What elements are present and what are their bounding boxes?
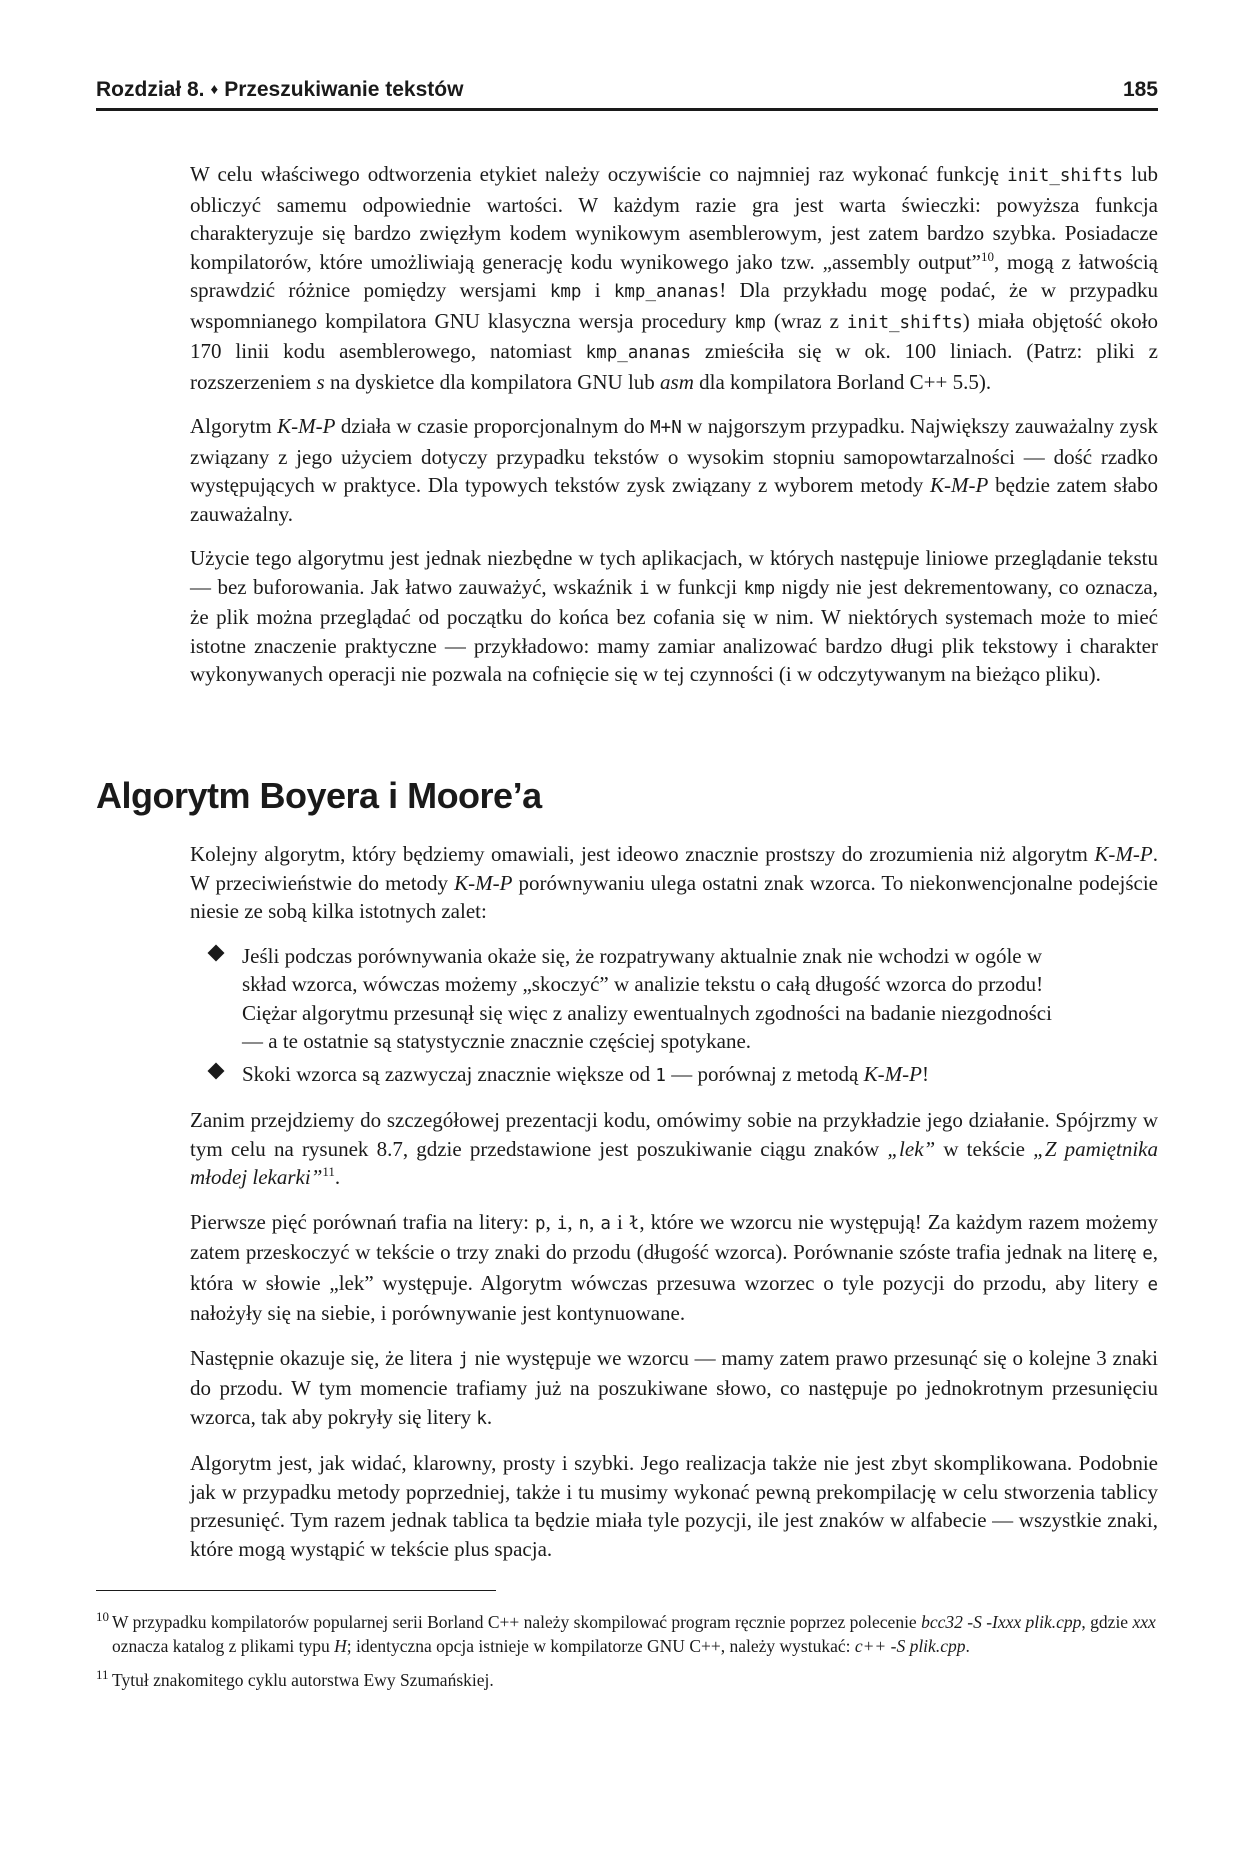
code-inline: e bbox=[1147, 1274, 1158, 1295]
text: Następnie okazuje się, że litera bbox=[190, 1345, 459, 1370]
text: w tekście bbox=[935, 1136, 1034, 1161]
body-text-bottom bbox=[190, 840, 1158, 1579]
text: , bbox=[545, 1209, 557, 1234]
italic-text: K-M-P bbox=[277, 414, 336, 438]
code-inline: ł bbox=[628, 1213, 640, 1234]
text: Skoki wzorca są zazwyczaj znacznie większe od bbox=[242, 1061, 656, 1086]
code-inline: kmp bbox=[734, 312, 766, 333]
text: i bbox=[581, 278, 614, 302]
text: , bbox=[567, 1209, 579, 1234]
italic-text: K-M-P bbox=[1094, 842, 1153, 866]
code-inline: i bbox=[556, 1213, 568, 1234]
text: i bbox=[610, 1209, 629, 1234]
code-inline: e bbox=[1142, 1244, 1153, 1264]
paragraph-7 bbox=[190, 1344, 1158, 1434]
text: lub obliczyć samemu odpowiednie wartości. W każdym razie gra jest warta świeczki: powyższa funkcja charakteryzuje się bardzo zwięzłym kodem wynikowym asemblerowym, jest zatem bardzo szybka. Posiadacze kompilatorów, które umożliwiają generację kodu wynikowego jako tzw. „assembly output” bbox=[190, 162, 1158, 274]
text: — porównaj z metodą bbox=[665, 1061, 864, 1086]
text: oznacza katalog z plikami typu bbox=[112, 1636, 335, 1656]
text: Zanim przejdziemy do szczegółowej prezentacji kodu, omówimy sobie na przykładzie jego działanie. Spójrzmy w tym celu na rysunek 8.7, gdzie przedstawione jest poszukiwanie ciągu znaków bbox=[190, 1108, 1158, 1161]
running-head bbox=[96, 78, 463, 102]
paragraph-3 bbox=[190, 544, 1158, 689]
text: na dyskietce dla kompilatora GNU lub bbox=[324, 369, 661, 394]
code-inline: j bbox=[458, 1349, 469, 1370]
text: dla kompilatora Borland C++ 5.5). bbox=[693, 369, 992, 394]
text: . bbox=[965, 1636, 970, 1656]
text: , mogą z łatwością sprawdzić różnice pomiędzy wersjami bbox=[190, 249, 1158, 302]
text: Kolejny algorytm, który będziemy omawiali, jest ideowo znacznie prostszy do zrozumienia niż algorytm bbox=[190, 842, 1095, 866]
footnote-number: 11 bbox=[96, 1667, 109, 1682]
paragraph-2 bbox=[190, 412, 1158, 528]
footnote-rule bbox=[96, 1590, 496, 1591]
paragraph-6 bbox=[190, 1208, 1158, 1328]
section-heading: Algorytm Boyera i Moore’a bbox=[96, 775, 542, 816]
code-inline: p bbox=[535, 1213, 546, 1234]
body-text-top bbox=[190, 160, 1158, 705]
bullet-list bbox=[190, 942, 1158, 1091]
chapter-number: Rozdział 8. bbox=[96, 78, 205, 101]
code-inline: kmp_ananas bbox=[613, 282, 720, 302]
text: Algorytm jest, jak widać, klarowny, prosty i szybki. Jego realizacja także nie jest zbyt skomplikowana. Podobnie jak w przypadku metody poprzedniej, także i tu musimy wykonać pewną prekompilację w celu stworzenia tablicy przesunięć. Tym razem jednak tablica ta będzie miała tyle pozycji, ile jest znaków w alfabecie — wszystkie znaki, które mogą wystąpić w tekście plus spacja. bbox=[190, 1451, 1158, 1561]
italic-text: xxx bbox=[1132, 1612, 1156, 1632]
diamond-icon: ♦ bbox=[210, 81, 219, 98]
footnote-ref-10[interactable]: 10 bbox=[980, 248, 994, 264]
text: W celu właściwego odtworzenia etykiet należy oczywiście co najmniej raz wykonać funkcję bbox=[190, 162, 1008, 186]
footnote-number: 10 bbox=[96, 1609, 109, 1624]
italic-text: s bbox=[316, 369, 325, 394]
italic-text: H bbox=[334, 1636, 347, 1656]
italic-text: asm bbox=[660, 369, 694, 394]
text: W przypadku kompilatorów popularnej serii Borland C++ należy skompilować program ręcznie poprzez polecenie bbox=[112, 1612, 922, 1632]
code-inline: k bbox=[476, 1408, 487, 1429]
code-inline: n bbox=[578, 1213, 590, 1234]
text: ! bbox=[921, 1061, 929, 1086]
text: . W przeciwieństwie do metody bbox=[190, 842, 1158, 895]
italic-text: K-M-P bbox=[863, 1061, 922, 1086]
text: , które we wzorcu nie występują! Za każdym razem możemy zatem przeskoczyć w tekście o trzy znaki do przodu (długość wzorca). Porównanie szóste trafia jednak na literę bbox=[190, 1209, 1158, 1264]
italic-text: c++ -S plik.cpp bbox=[854, 1636, 966, 1656]
code-inline: kmp bbox=[743, 578, 776, 599]
footnotes bbox=[96, 1610, 1158, 1702]
code-inline: 1 bbox=[655, 1065, 666, 1086]
footnote-10 bbox=[96, 1610, 1158, 1658]
page-header bbox=[96, 72, 1158, 111]
text: ) miała objętość około 170 linii kodu asemblerowego, natomiast bbox=[190, 308, 1158, 363]
italic-text: K-M-P bbox=[454, 870, 513, 895]
code-inline: M+N bbox=[650, 418, 682, 438]
italic-text: „lek” bbox=[887, 1136, 936, 1161]
text: w najgorszym przypadku. Największy zauważalny zysk związany z jego użyciem dotyczy przypadku tekstów o wysokim stopniu samopowtarzalności — dość rzadko występujących w praktyce. Dla typowych tekstów zysk związany z wyborem metody bbox=[190, 414, 1158, 497]
text: zmieściła się w ok. 100 liniach. (Patrz: pliki z rozszerzeniem bbox=[190, 339, 1158, 394]
code-inline: a bbox=[600, 1213, 611, 1234]
page-number: 185 bbox=[1122, 78, 1158, 101]
text: nałożyły się na siebie, i porównywanie jest kontynuowane. bbox=[190, 1301, 686, 1325]
code-inline: kmp bbox=[549, 282, 582, 302]
text: Użycie tego algorytmu jest jednak niezbędne w tych aplikacjach, w których następuje liniowe przeglądanie tekstu — bez buforowania. Jak łatwo zauważyć, wskaźnik bbox=[190, 546, 1158, 599]
diamond-bullet-icon bbox=[208, 944, 225, 961]
code-inline: init_shifts bbox=[1007, 166, 1124, 186]
code-inline: init_shifts bbox=[846, 312, 963, 333]
code-inline: kmp_ananas bbox=[585, 343, 691, 363]
text: Pierwsze pięć porównań trafia na litery: bbox=[190, 1209, 536, 1234]
footnote-ref-11[interactable]: 11 bbox=[322, 1164, 335, 1179]
paragraph-4 bbox=[190, 840, 1158, 926]
paragraph-5 bbox=[190, 1106, 1158, 1192]
text: działa w czasie proporcjonalnym do bbox=[335, 414, 651, 438]
text: , która w słowie „lek” występuje. Algorytm wówczas przesuwa wzorzec o tyle pozycji do przodu, aby litery bbox=[190, 1240, 1158, 1295]
text: , bbox=[589, 1209, 601, 1234]
text: Jeśli podczas porównywania okaże się, że rozpatrywany aktualnie znak nie wchodzi w ogóle w skład wzorca, wówczas możemy „skoczyć” w analizie tekstu o całą długość wzorca do przodu! Ciężar algorytmu przesunął się więc z analizy ewentualnych zgodności na badanie niezgodności — a te ostatnie są statystycznie znacznie częściej spotykane. bbox=[242, 943, 1052, 1053]
list-item bbox=[190, 1060, 1158, 1091]
italic-text: K-M-P bbox=[930, 473, 989, 497]
text: będzie zatem słabo zauważalny. bbox=[190, 473, 1158, 526]
text: Tytuł znakomitego cyklu autorstwa Ewy Szumańskiej. bbox=[112, 1670, 494, 1690]
text: Algorytm bbox=[190, 414, 278, 438]
text: nie występuje we wzorcu — mamy zatem prawo przesunąć się o kolejne 3 znaki do przodu. W tym momencie trafiamy już na poszukiwane słowo, co następuje po jednokrotnym przesunięciu wzorca, tak aby pokryły się litery bbox=[190, 1345, 1158, 1429]
text: ; identyczna opcja istnieje w kompilatorze GNU C++, należy wystukać: bbox=[346, 1636, 855, 1656]
italic-text: bcc32 -S -Ixxx plik.cpp bbox=[921, 1612, 1082, 1632]
code-inline: i bbox=[638, 578, 650, 599]
text: (wraz z bbox=[765, 308, 847, 333]
text: w funkcji bbox=[649, 574, 744, 599]
paragraph-1 bbox=[190, 160, 1158, 396]
list-item bbox=[190, 942, 1158, 1056]
text: ! Dla przykładu mogę podać, że w przypadku wspomnianego kompilatora GNU klasyczna wersja procedury bbox=[190, 278, 1158, 333]
chapter-title: Przeszukiwanie tekstów bbox=[224, 78, 464, 101]
text: . bbox=[486, 1404, 493, 1429]
italic-text: „Z pamiętnika młodej lekarki” bbox=[190, 1136, 1158, 1189]
text: nigdy nie jest dekrementowany, co oznacza, że plik można przeglądać od początku do końca bez cofania się w nim. W niektórych systemach może to mieć istotne znaczenie praktyczne — przykładowo: mamy zamiar analizować bardzo długi plik tekstowy i charakter wykonywanych operacji nie pozwala na cofnięcie się w tej czynności (i w odczytywanym na bieżąco pliku). bbox=[190, 574, 1158, 686]
paragraph-8 bbox=[190, 1449, 1158, 1563]
diamond-bullet-icon bbox=[208, 1062, 225, 1079]
text: , gdzie bbox=[1081, 1612, 1133, 1632]
text: . bbox=[334, 1165, 341, 1189]
text: porównywaniu ulega ostatni znak wzorca. To niekonwencjonalne podejście niesie ze sobą kilka istotnych zalet: bbox=[190, 870, 1158, 923]
footnote-11 bbox=[96, 1668, 1158, 1692]
